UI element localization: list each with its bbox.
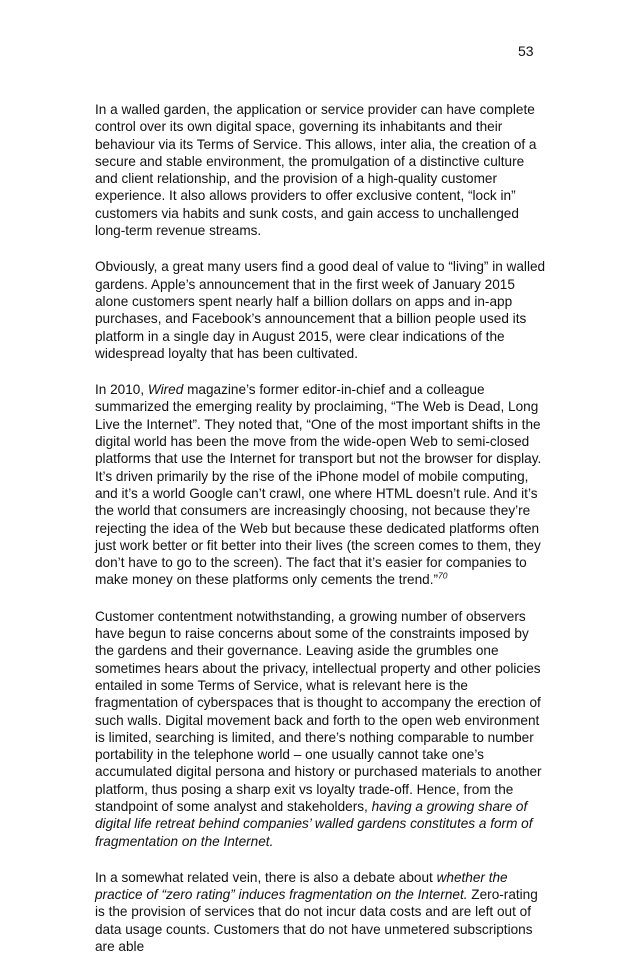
text-run: Zero-rating is the provision of services that do not incur data costs and are left out of data usage counts. Customers that do not have unmetered subscriptions are able — [95, 887, 538, 955]
text-run: In a somewhat related vein, there is also a debate about — [95, 869, 437, 885]
paragraph-user-value — [95, 258, 547, 362]
italic-run: having a growing share of digital life retreat behind companies’ walled gardens constitutes a form of fragmentation on the Internet. — [95, 798, 533, 849]
italic-run: Wired — [147, 382, 184, 398]
text-run: In a walled garden, the application or service provider can have complete control over its own digital space, governing its inhabitants and their behaviour via its Terms of Service. This allows, inter alia, the creation of a secure and stable environment, the promulgation of a distinctive culture and client relationship, and the provision of a high-quality customer experience. It also allows providers to offer exclusive content, “lock in” customers via habits and sunk costs, and gain access to unchallenged long-term revenue streams. — [95, 102, 537, 239]
footnote-reference: 70 — [438, 570, 448, 581]
page-number: 53 — [518, 43, 534, 59]
text-run: In 2010, — [95, 382, 148, 398]
text-run: magazine’s former editor-in-chief and a colleague summarized the emerging reality by proclaiming, “The Web is Dead, Long Live the Internet”. They noted that, “One of the most important shifts in the digital world has been the move from the wide-open Web to semi-closed platforms that use the Internet for transport but not the browser for display. It’s driven primarily by the rise of the iPhone model of mobile computing, and it’s a world Google can’t crawl, one where HTML doesn’t rule. And it’s the world that consumers are increasingly choosing, not because they’re rejecting the idea of the Web but because these dedicated platforms often just work better or fit better into their lives (the screen comes to them, they don’t have to go to the screen). The fact that it’s easier for companies to make money on these platforms only cements the trend.” — [95, 382, 542, 588]
text-run: Customer contentment notwithstanding, a growing number of observers have begun to raise concerns about some of the constraints imposed by the gardens and their governance. Leaving aside the grumbles one sometimes hears about the privacy, intellectual property and other policies entailed in some Terms of Service, what is relevant here is the fragmentation of cyberspaces that is thought to accompany the erection of such walls. Digital movement back and forth to the open web environment is limited, searching is limited, and there’s nothing comparable to number portability in the telephone world – one usually cannot take one’s accumulated digital persona and history or purchased materials to another platform, thus posing a sharp exit vs loyalty trade-off. Hence, from the standpoint of some analyst and stakeholders, — [95, 608, 542, 814]
paragraph-walled-garden-control — [95, 101, 547, 239]
body-text — [95, 101, 547, 974]
paragraph-web-is-dead — [95, 381, 547, 589]
italic-run: whether the practice of “zero rating” induces fragmentation on the Internet. — [95, 869, 508, 903]
paragraph-fragmentation-concerns — [95, 608, 547, 850]
text-run: Obviously, a great many users find a good deal of value to “living” in walled gardens. Apple’s announcement that in the first week of January 2015 alone customers spent nearly half a billion dollars on apps and in-app purchases, and Facebook’s announcement that a billion people used its platform in a single day in August 2015, were clear indications of the widespread loyalty that has been cultivated. — [95, 259, 546, 361]
paragraph-zero-rating — [95, 869, 547, 955]
